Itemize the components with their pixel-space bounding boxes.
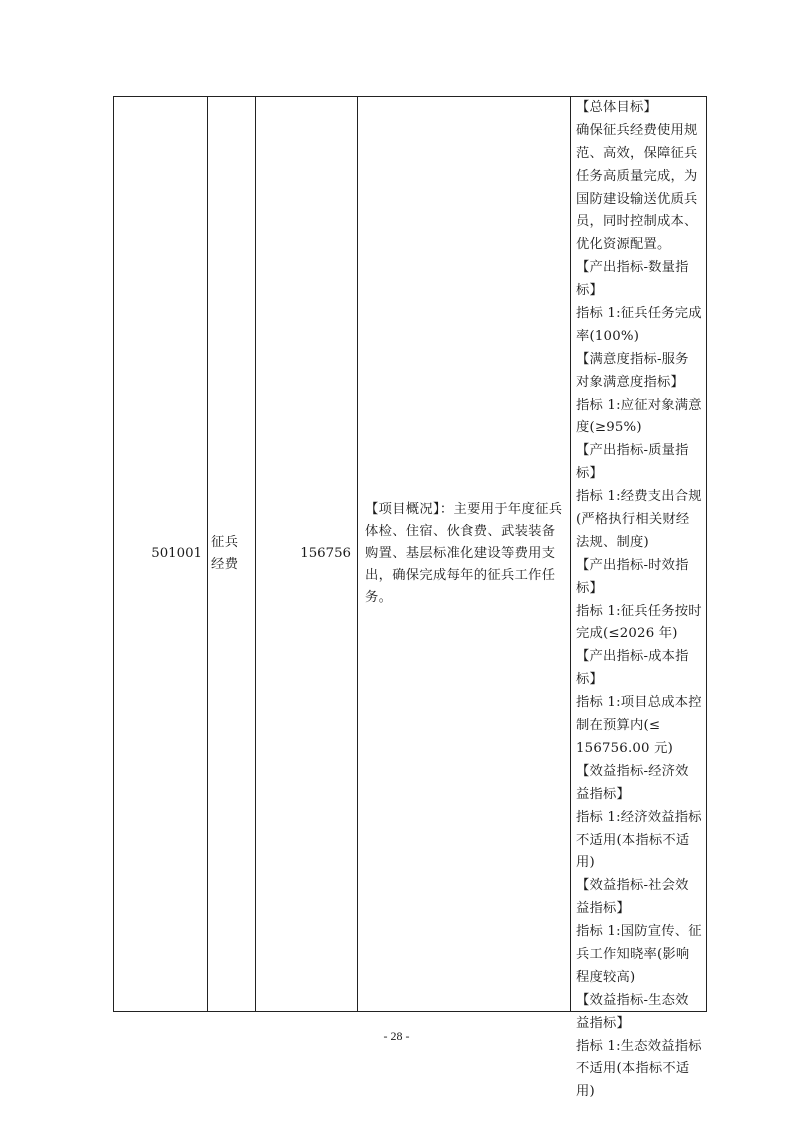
goal-line: 标】 [576,672,603,688]
goal-line: 范、高效，保障征兵 [576,145,698,161]
goal-line: 用) [576,855,595,871]
goal-line: 【产出指标-成本指 [576,649,689,665]
goal-line: 益指标】 [576,1015,630,1031]
goal-line: 指标 1:经济效益指标 [576,809,702,825]
goal-line: 【满意度指标-服务 [576,351,689,367]
goal-line: 优化资源配置。 [576,237,671,253]
goal-line: 【效益指标-经济效 [576,763,689,779]
project-amount: 156756 [300,546,351,561]
goal-line: 率(100%) [576,328,640,344]
goal-line: 不适用(本指标不适 [576,1061,690,1077]
page-number: - 28 - [383,1029,410,1043]
goal-line: 制在预算内(≤ [576,718,661,734]
goal-line: 用) [576,1084,595,1100]
goal-line: 【效益指标-生态效 [576,992,689,1008]
goal-line: 【产出指标-时效指 [576,557,689,573]
goal-line: 指标 1:生态效益指标 [576,1038,702,1054]
goal-line: 指标 1:征兵任务完成 [576,306,702,322]
goal-line: 指标 1:国防宣传、征 [576,924,702,940]
goal-line: 员，同时控制成本、 [576,214,698,230]
amount-cell [255,97,357,1011]
goal-line: 度(≥95%) [576,420,642,436]
performance-goals-cell [570,97,708,1100]
project-code-cell [114,97,207,1011]
project-description: 【项目概况】：主要用于年度征兵体检、住宿、伙食费、武装装备购置、基层标准化建设等费用支出，确保完成每年的征兵工作任务。 [365,502,563,605]
goal-line: 对象满意度指标】 [576,374,684,390]
description-cell [357,97,570,1011]
goal-line: 完成(≤2026 年) [576,626,678,642]
goal-line: 标】 [576,283,603,299]
goal-line: 兵工作知晓率(影响 [576,946,690,962]
goal-line: 国防建设输送优质兵 [576,191,698,207]
goal-line: 任务高质量完成，为 [576,168,698,184]
goal-line: 【效益指标-社会效 [576,878,689,894]
goal-line: 指标 1:应征对象满意 [576,397,702,413]
goal-line: 不适用(本指标不适 [576,832,690,848]
goal-line: 【产出指标-质量指 [576,443,689,459]
project-code: 501001 [151,546,202,561]
goal-line: 【总体目标】 [576,100,657,115]
goal-line: 程度较高) [576,969,636,985]
goal-line: 益指标】 [576,901,630,917]
goal-line: (严格执行相关财经 [576,512,690,528]
project-name-cell [207,97,255,1011]
goal-line: 标】 [576,466,603,482]
performance-goals-text [576,97,704,1104]
goal-line: 确保征兵经费使用规 [576,122,698,138]
goal-line: 法规、制度) [576,534,649,550]
goal-line: 【产出指标-数量指 [576,260,689,276]
goal-line: 156756.00 元) [576,740,674,756]
goal-line: 指标 1:征兵任务按时 [576,603,702,619]
goal-line: 指标 1:经费支出合规 [576,489,702,505]
goal-line: 指标 1:项目总成本控 [576,695,702,711]
goal-line: 益指标】 [576,786,630,802]
goal-line: 标】 [576,580,603,596]
project-name: 征兵经费 [211,535,239,572]
